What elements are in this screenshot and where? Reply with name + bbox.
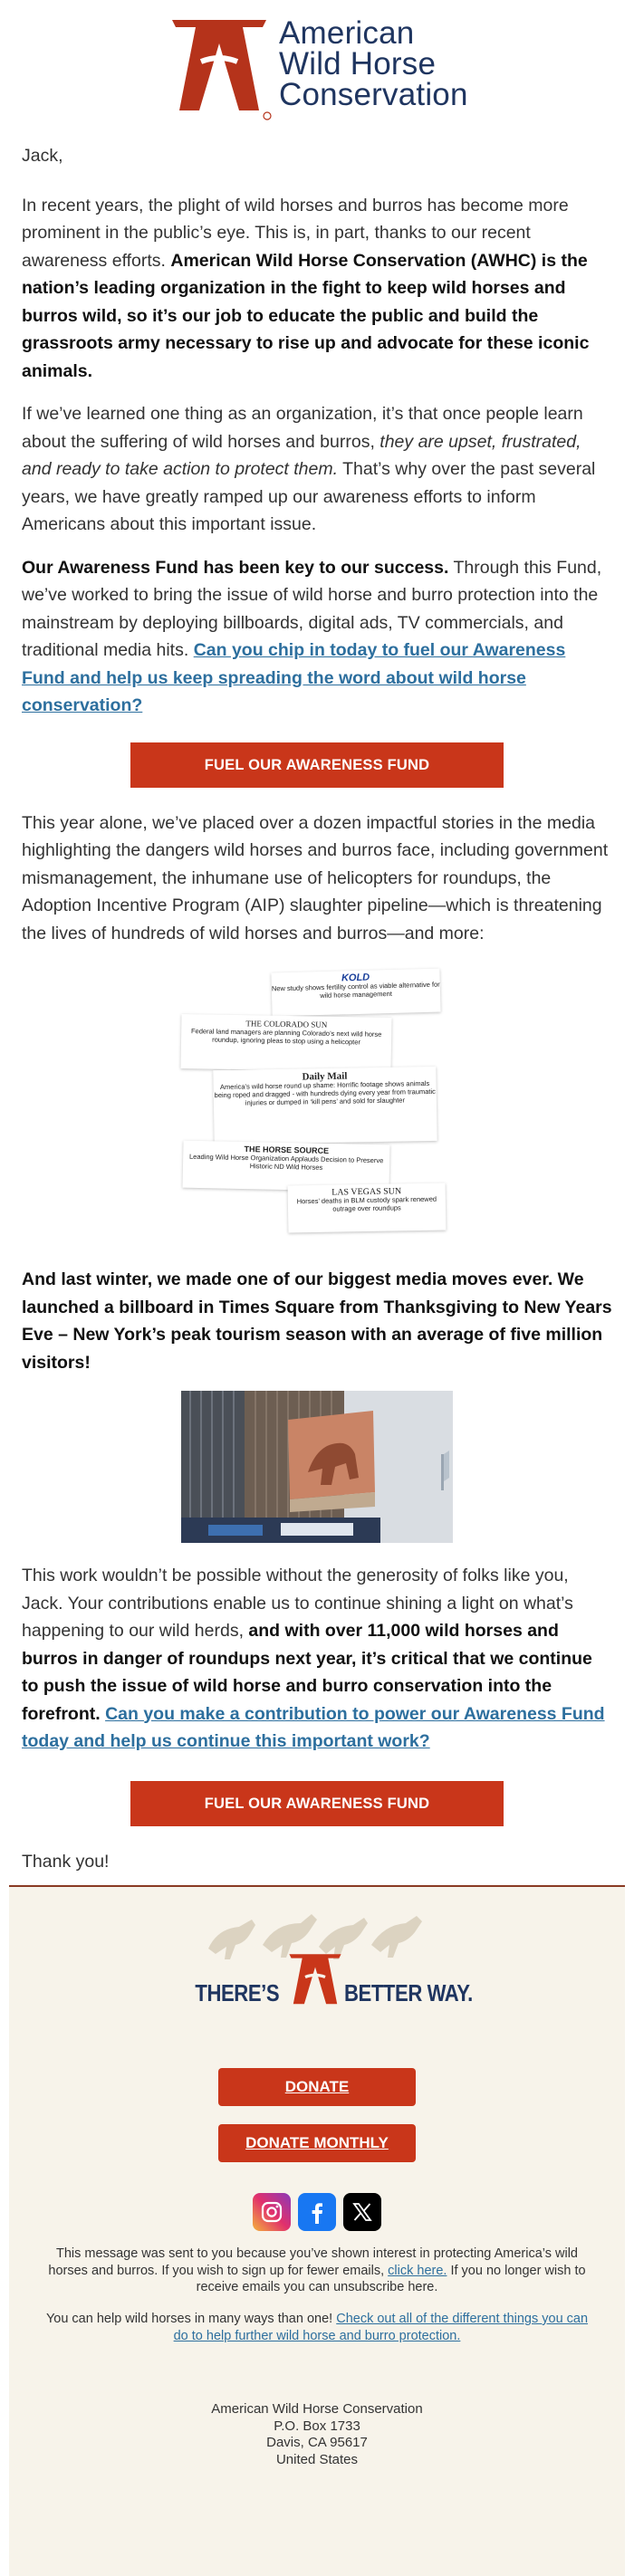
ways-to-help-link[interactable]: Check out all of the different things you can do to help further wild horse and burro protection. [173,2312,589,2343]
awhc-horseshoe-small-icon [285,1950,345,2014]
fewer-emails-link[interactable]: click here. [388,2263,447,2278]
clipping-daily-mail: Daily Mail America’s wild horse round up shame: Horrific footage shows animals being roped and dragged - with hundreds dying every year from traumatic injuries or dumped in ‘kill pens’ and sold for slaughter [213,1067,437,1144]
org-name-line-1: American [279,15,415,51]
fuel-awareness-fund-button-1[interactable]: FUEL OUR AWARENESS FUND [130,742,504,788]
paragraph-intro: In recent years, the plight of wild horses and burros has become more prominent in the public’s eye. This is, in part, thanks to our recent awareness efforts. American Wild Horse Conservation (AWHC) is the nation’s leading organization in the fight to keep wild horses and burros wild, so it’s our job to educate the public and build the grassroots army necessary to rise up and advocate for these iconic animals. [22,195,590,381]
greeting: Jack, [22,146,63,166]
instagram-icon[interactable] [253,2193,291,2231]
chip-in-link[interactable]: Can you chip in today to fuel our Awareness Fund and help us keep spreading the word about wild horse conservation? [22,640,566,715]
mailing-address [9,2401,625,2468]
x-icon[interactable] [343,2193,381,2231]
donate-monthly-button[interactable]: DONATE MONTHLY [218,2124,416,2162]
paragraph-generosity: This work wouldn’t be possible without the generosity of folks like you, Jack. Your contributions enable us to continue shining a light on what’s happening to our wild herds, and with over 11,000 wild horses and burros in danger of roundups next year, it’s critical that we continue to push the issue of wild horse and burro conservation into the forefront. Can you make a contribution to power our Awareness Fund today and help us continue this important work? [22,1566,605,1751]
paragraph-billboard: And last winter, we made one of our biggest media moves ever. We launched a billboard in Times Square from Thanksgiving to New Years Eve – New York’s peak tourism season with an average of five million visitors! [22,1269,612,1373]
clipping-las-vegas-sun: LAS VEGAS SUN Horses’ deaths in BLM custody spark renewed outrage over roundups [288,1183,447,1232]
address-city: Davis, CA 95617 [266,2435,368,2450]
address-box: P.O. Box 1733 [274,2418,360,2434]
fuel-awareness-fund-button-2[interactable]: FUEL OUR AWARENESS FUND [130,1781,504,1826]
clipping-kold: KOLD New study shows fertility control as viable alternative for wild horse management [271,969,440,1017]
facebook-icon[interactable] [298,2193,336,2231]
org-name-line-2: Wild Horse [279,46,437,81]
make-contribution-link[interactable]: Can you make a contribution to power our Awareness Fund today and help us continue this important work? [22,1703,605,1751]
tagline-left: THERE’S [195,1979,279,2006]
paragraph-media-stories: This year alone, we’ve placed over a dozen impactful stories in the media highlighting the dangers wild horses and burros face, including government mismanagement, the inhumane use of helicopters for roundups, the Adoption Incentive Program (AIP) slaughter pipeline—which is threatening the lives of hundreds of wild horses and burros—and more: [22,812,609,943]
subscription-notice: This message was sent to you because you’ve shown interest in protecting America’s wild horses and burros. If you wish to sign up for fewer emails, click here. If you no longer wish to receive emails you can unsubscribe here. [48,2246,586,2294]
tagline [9,1945,625,2017]
org-name-line-3: Conservation [279,77,468,112]
tagline-right: BETTER WAY. [344,1979,473,2006]
address-country: United States [275,2451,359,2467]
header-logo[interactable] [0,0,634,136]
clipping-horse-source: THE HORSE SOURCE Leading Wild Horse Organization Applauds Decision to Preserve Historic ND Wild Horses [182,1141,389,1192]
address-org: American Wild Horse Conservation [211,2401,423,2417]
clipping-colorado-sun: THE COLORADO SUN Federal land managers are planning Colorado’s next wild horse roundup, ignoring pleas to stop using a helicopter [180,1014,391,1072]
awhc-horseshoe-logo-icon [165,20,274,121]
times-square-billboard-photo [181,1391,453,1543]
donate-button[interactable]: DONATE [218,2068,416,2106]
paragraph-awareness-fund: Our Awareness Fund has been key to our success. Through this Fund, we’ve worked to bring the issue of wild horse and burro protection into the mainstream by deploying billboards, digital ads, TV commercials, and traditional media hits. Can you chip in today to fuel our Awareness Fund and help us keep spreading the word about wild horse conservation? [22,557,602,715]
email-body [0,142,634,1919]
thank-you: Thank you! [22,1851,110,1872]
email-footer [9,1885,625,2576]
social-links [9,2193,625,2231]
media-clippings-collage [181,971,453,1233]
help-notice: You can help wild horses in many ways than one! Check out all of the different things you can do to help further wild horse and burro protection. [45,2312,589,2343]
paragraph-learned: If we’ve learned one thing as an organization, it’s that once people learn about the suffering of wild horses and burros, they are upset, frustrated, and ready to take action to protect them. That’s why over the past several years, we have greatly ramped up our awareness efforts to inform Americans about this important issue. [22,404,596,534]
